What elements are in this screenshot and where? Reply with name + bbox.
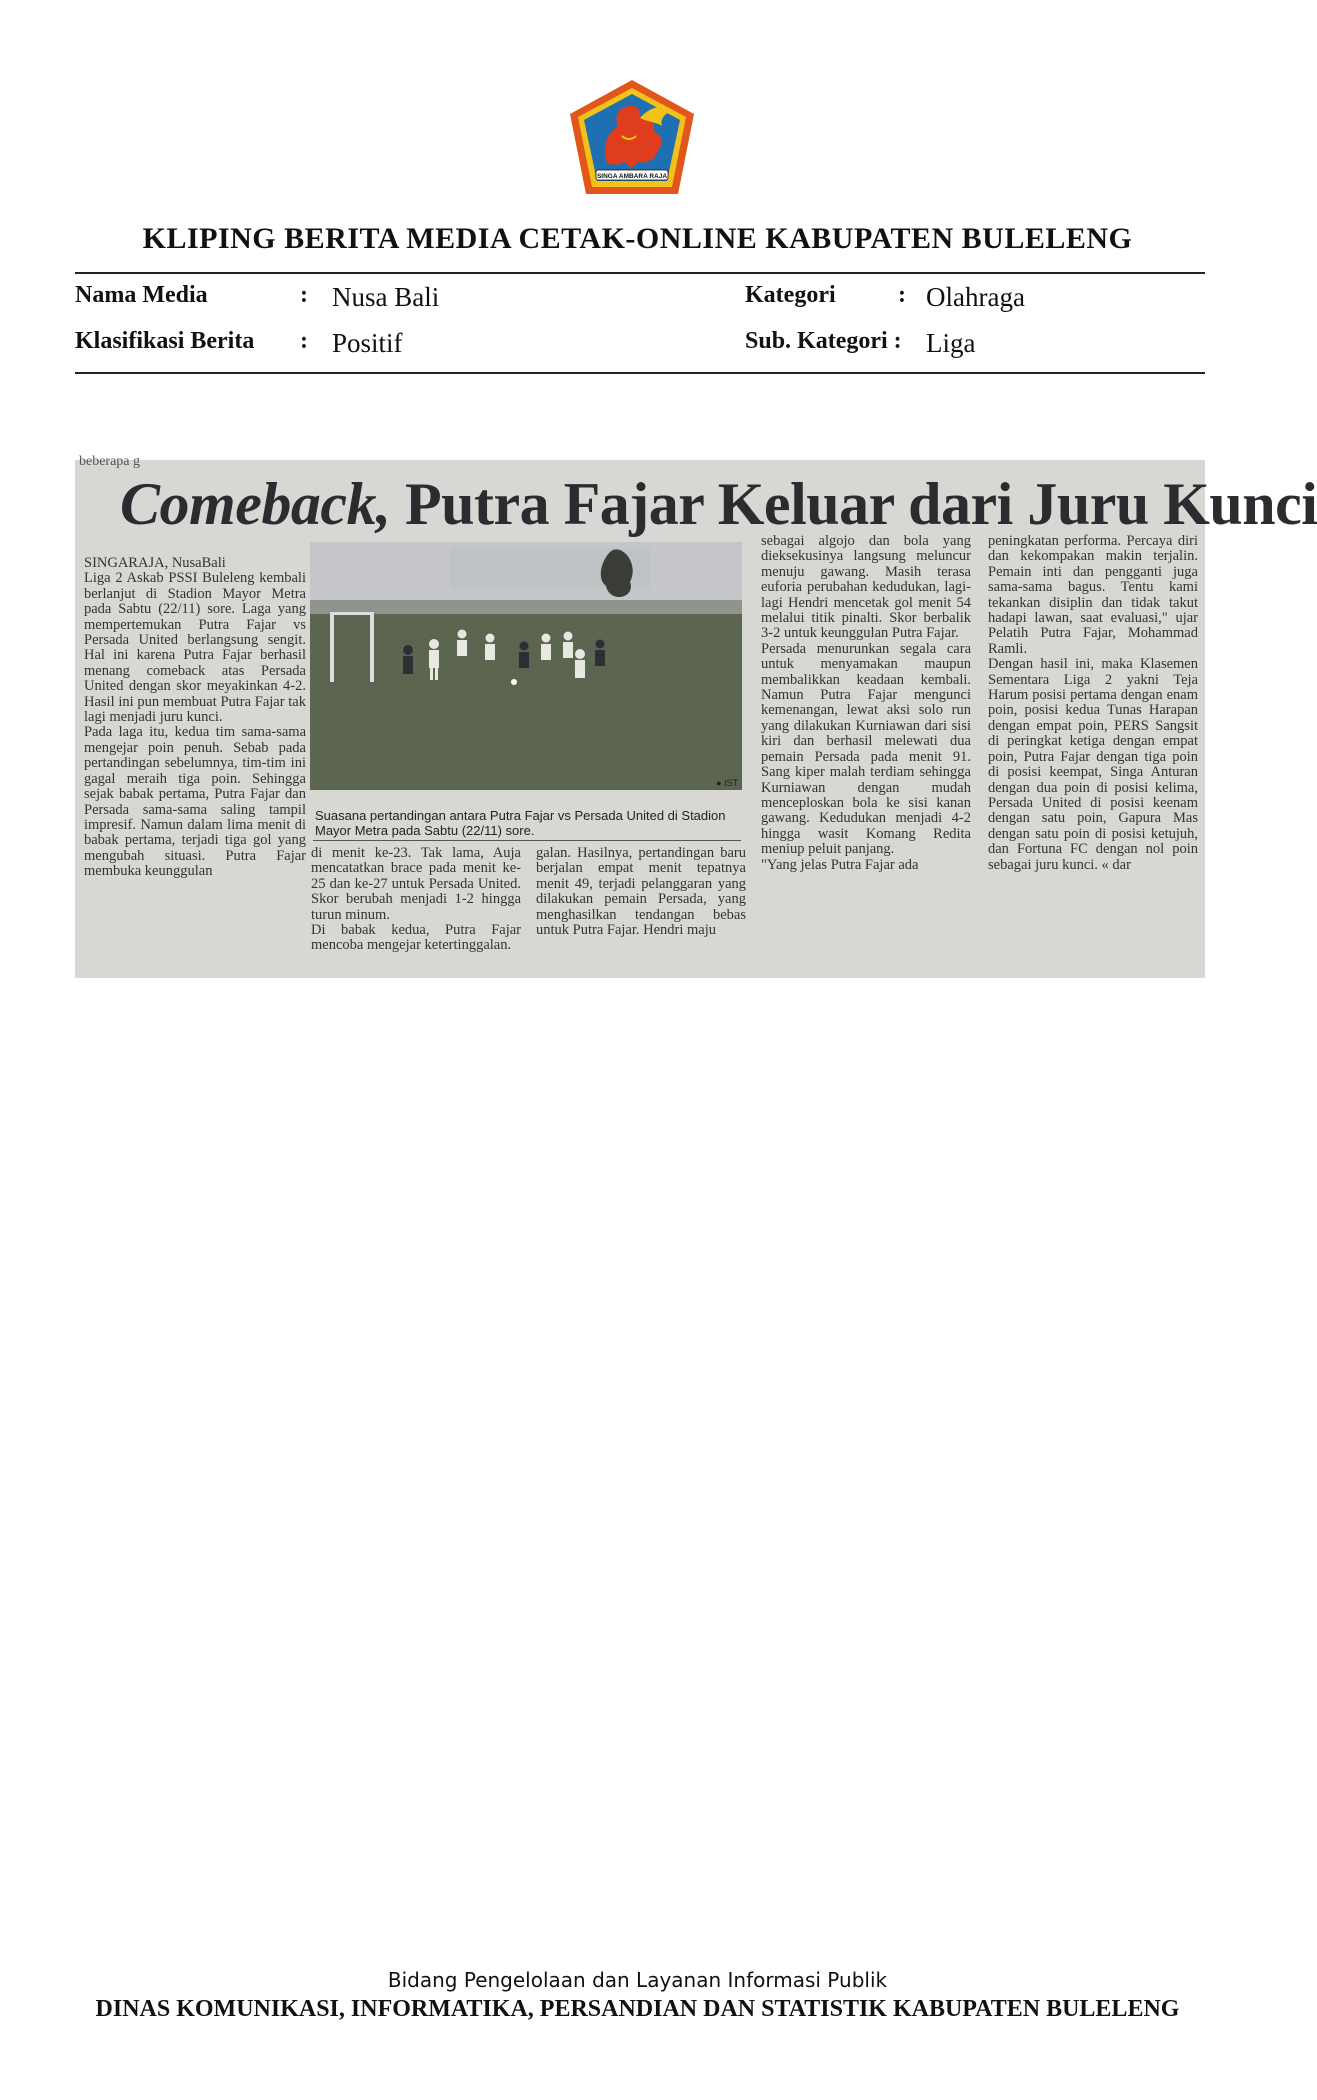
article-column-5 bbox=[988, 534, 1198, 873]
kategori-label: Kategori bbox=[745, 282, 836, 308]
headline-italic: Comeback, bbox=[120, 471, 391, 537]
nama-media-value: Nusa Bali bbox=[332, 282, 440, 312]
footer-subtitle: Bidang Pengelolaan dan Layanan Informasi Publik bbox=[387, 1968, 888, 1992]
match-photo bbox=[310, 542, 742, 790]
kategori-value: Olahraga bbox=[926, 282, 1025, 312]
nama-media-colon: : bbox=[300, 282, 308, 308]
article-headline bbox=[120, 470, 1317, 539]
page-title: KLIPING BERITA MEDIA CETAK-ONLINE KABUPATEN BULELENG bbox=[142, 222, 1133, 255]
column-4-text: sebagai algojo dan bola yang dieksekusinya langsung meluncur menuju gawang. Masih terasa euforia perubahan kedudukan, lagi-lagi Hendri mencetak gol menit 54 melalui titik pinalti. Skor berbalik 3-2 untuk keunggulan Putra Fajar. Persada menurunkan segala cara untuk menyamakan maupun membalikkan keadaan kembali. Namun Putra Fajar mengunci kemenangan, lewat aksi solo run yang dilakukan Kurniawan dari sisi kiri dan berhasil melewati dua pemain Persada pada menit 91. Sang kiper malah terdiam sehingga Kurniawan dengan mudah menceploskan bola ke sisi kanan gawang. Kedudukan menjadi 4-2 hingga wasit Komang Redita meniup peluit panjang. "Yang jelas Putra Fajar ada bbox=[761, 533, 971, 873]
logo-motto: SINGA AMBARA RAJA bbox=[596, 173, 668, 180]
meta-divider bbox=[75, 372, 1205, 374]
klasifikasi-colon: : bbox=[300, 328, 308, 354]
photo-credit: ● IST bbox=[716, 778, 738, 788]
column-1-text: SINGARAJA, NusaBali Liga 2 Askab PSSI Buleleng kembali berlanjut di Stadion Mayor Metra pada Sabtu (22/11) sore. Laga yang mempertemukan Putra Fajar vs Persada United berlangsung sengit. Hal ini karena Putra Fajar berhasil menang comeback atas Persada United dengan skor meyakinkan 4-2. Hasil ini pun membuat Putra Fajar tak lagi menjadi juru kunci. Pada laga itu, kedua tim sama-sama mengejar poin penuh. Sebab pada pertandingan sebelumnya, tim-tim ini gagal meraih tiga poin. Sehingga sejak babak pertama, Putra Fajar dan Persada sama-sama saling tampil impresif. Namun dalam lima menit di babak pertama, terjadi tiga gol yang mengubah situasi. Putra Fajar membuka keunggulan bbox=[84, 555, 306, 880]
sub-kategori-value: Liga bbox=[926, 328, 976, 358]
article-column-3 bbox=[536, 846, 746, 938]
photo-caption: Suasana pertandingan antara Putra Fajar vs Persada United di Stadion Mayor Metra pada Sabtu (22/11) sore. bbox=[315, 808, 726, 838]
klasifikasi-value: Positif bbox=[332, 328, 403, 358]
newspaper-clipping bbox=[75, 454, 1317, 978]
sub-kategori-label: Sub. Kategori : bbox=[745, 328, 902, 354]
column-3-text: galan. Hasilnya, pertandingan baru berjalan empat menit tepatnya menit 49, terjadi pelanggaran yang dilakukan pemain Persada, yang menghasilkan tendangan bebas untuk Putra Fajar. Hendri maju bbox=[536, 845, 746, 939]
footer-agency-name: DINAS KOMUNIKASI, INFORMATIKA, PERSANDIAN DAN STATISTIK KABUPATEN BULELENG bbox=[95, 1996, 1180, 2022]
buleleng-crest-logo bbox=[566, 76, 698, 198]
header-divider bbox=[75, 272, 1205, 274]
kategori-colon: : bbox=[898, 282, 906, 308]
caption-divider bbox=[313, 840, 741, 841]
clipping-top-fragment: beberapa g bbox=[79, 454, 141, 469]
headline-rest: Putra Fajar Keluar dari Juru Kunci bbox=[390, 471, 1317, 537]
klasifikasi-label: Klasifikasi Berita bbox=[75, 328, 255, 354]
article-column-4 bbox=[761, 534, 971, 873]
article-column-2 bbox=[311, 846, 521, 954]
column-2-text: di menit ke-23. Tak lama, Auja mencatatkan brace pada menit ke-25 dan ke-27 untuk Persada United. Skor berubah menjadi 1-2 hingga turun minum. Di babak kedua, Putra Fajar mencoba mengejar ketertinggalan. bbox=[311, 845, 521, 954]
nama-media-label: Nama Media bbox=[75, 282, 208, 308]
article-column-1 bbox=[84, 556, 306, 880]
match-photo-scene bbox=[310, 542, 742, 790]
column-5-text: peningkatan performa. Percaya diri dan kekompakan makin terjalin. Pemain inti dan pengganti juga sama-sama bagus. Tentu kami tekankan disiplin dan tidak takut hadapi lawan, saat evaluasi," ujar Pelatih Putra Fajar, Mohammad Ramli. Dengan hasil ini, maka Klasemen Sementara Liga 2 yakni Teja Harum posisi pertama dengan enam poin, posisi kedua Tunas Harapan dengan empat poin, PERS Sangsit di peringkat ketiga dengan empat poin, Putra Fajar dengan tiga poin di posisi keempat, Singa Anturan dengan dua poin di posisi kelima, Persada United di posisi keenam dengan satu poin, Gapura Mas dengan satu poin di posisi ketujuh, dan Fortuna FC dengan nol poin sebagai juru kunci. « dar bbox=[988, 533, 1198, 873]
